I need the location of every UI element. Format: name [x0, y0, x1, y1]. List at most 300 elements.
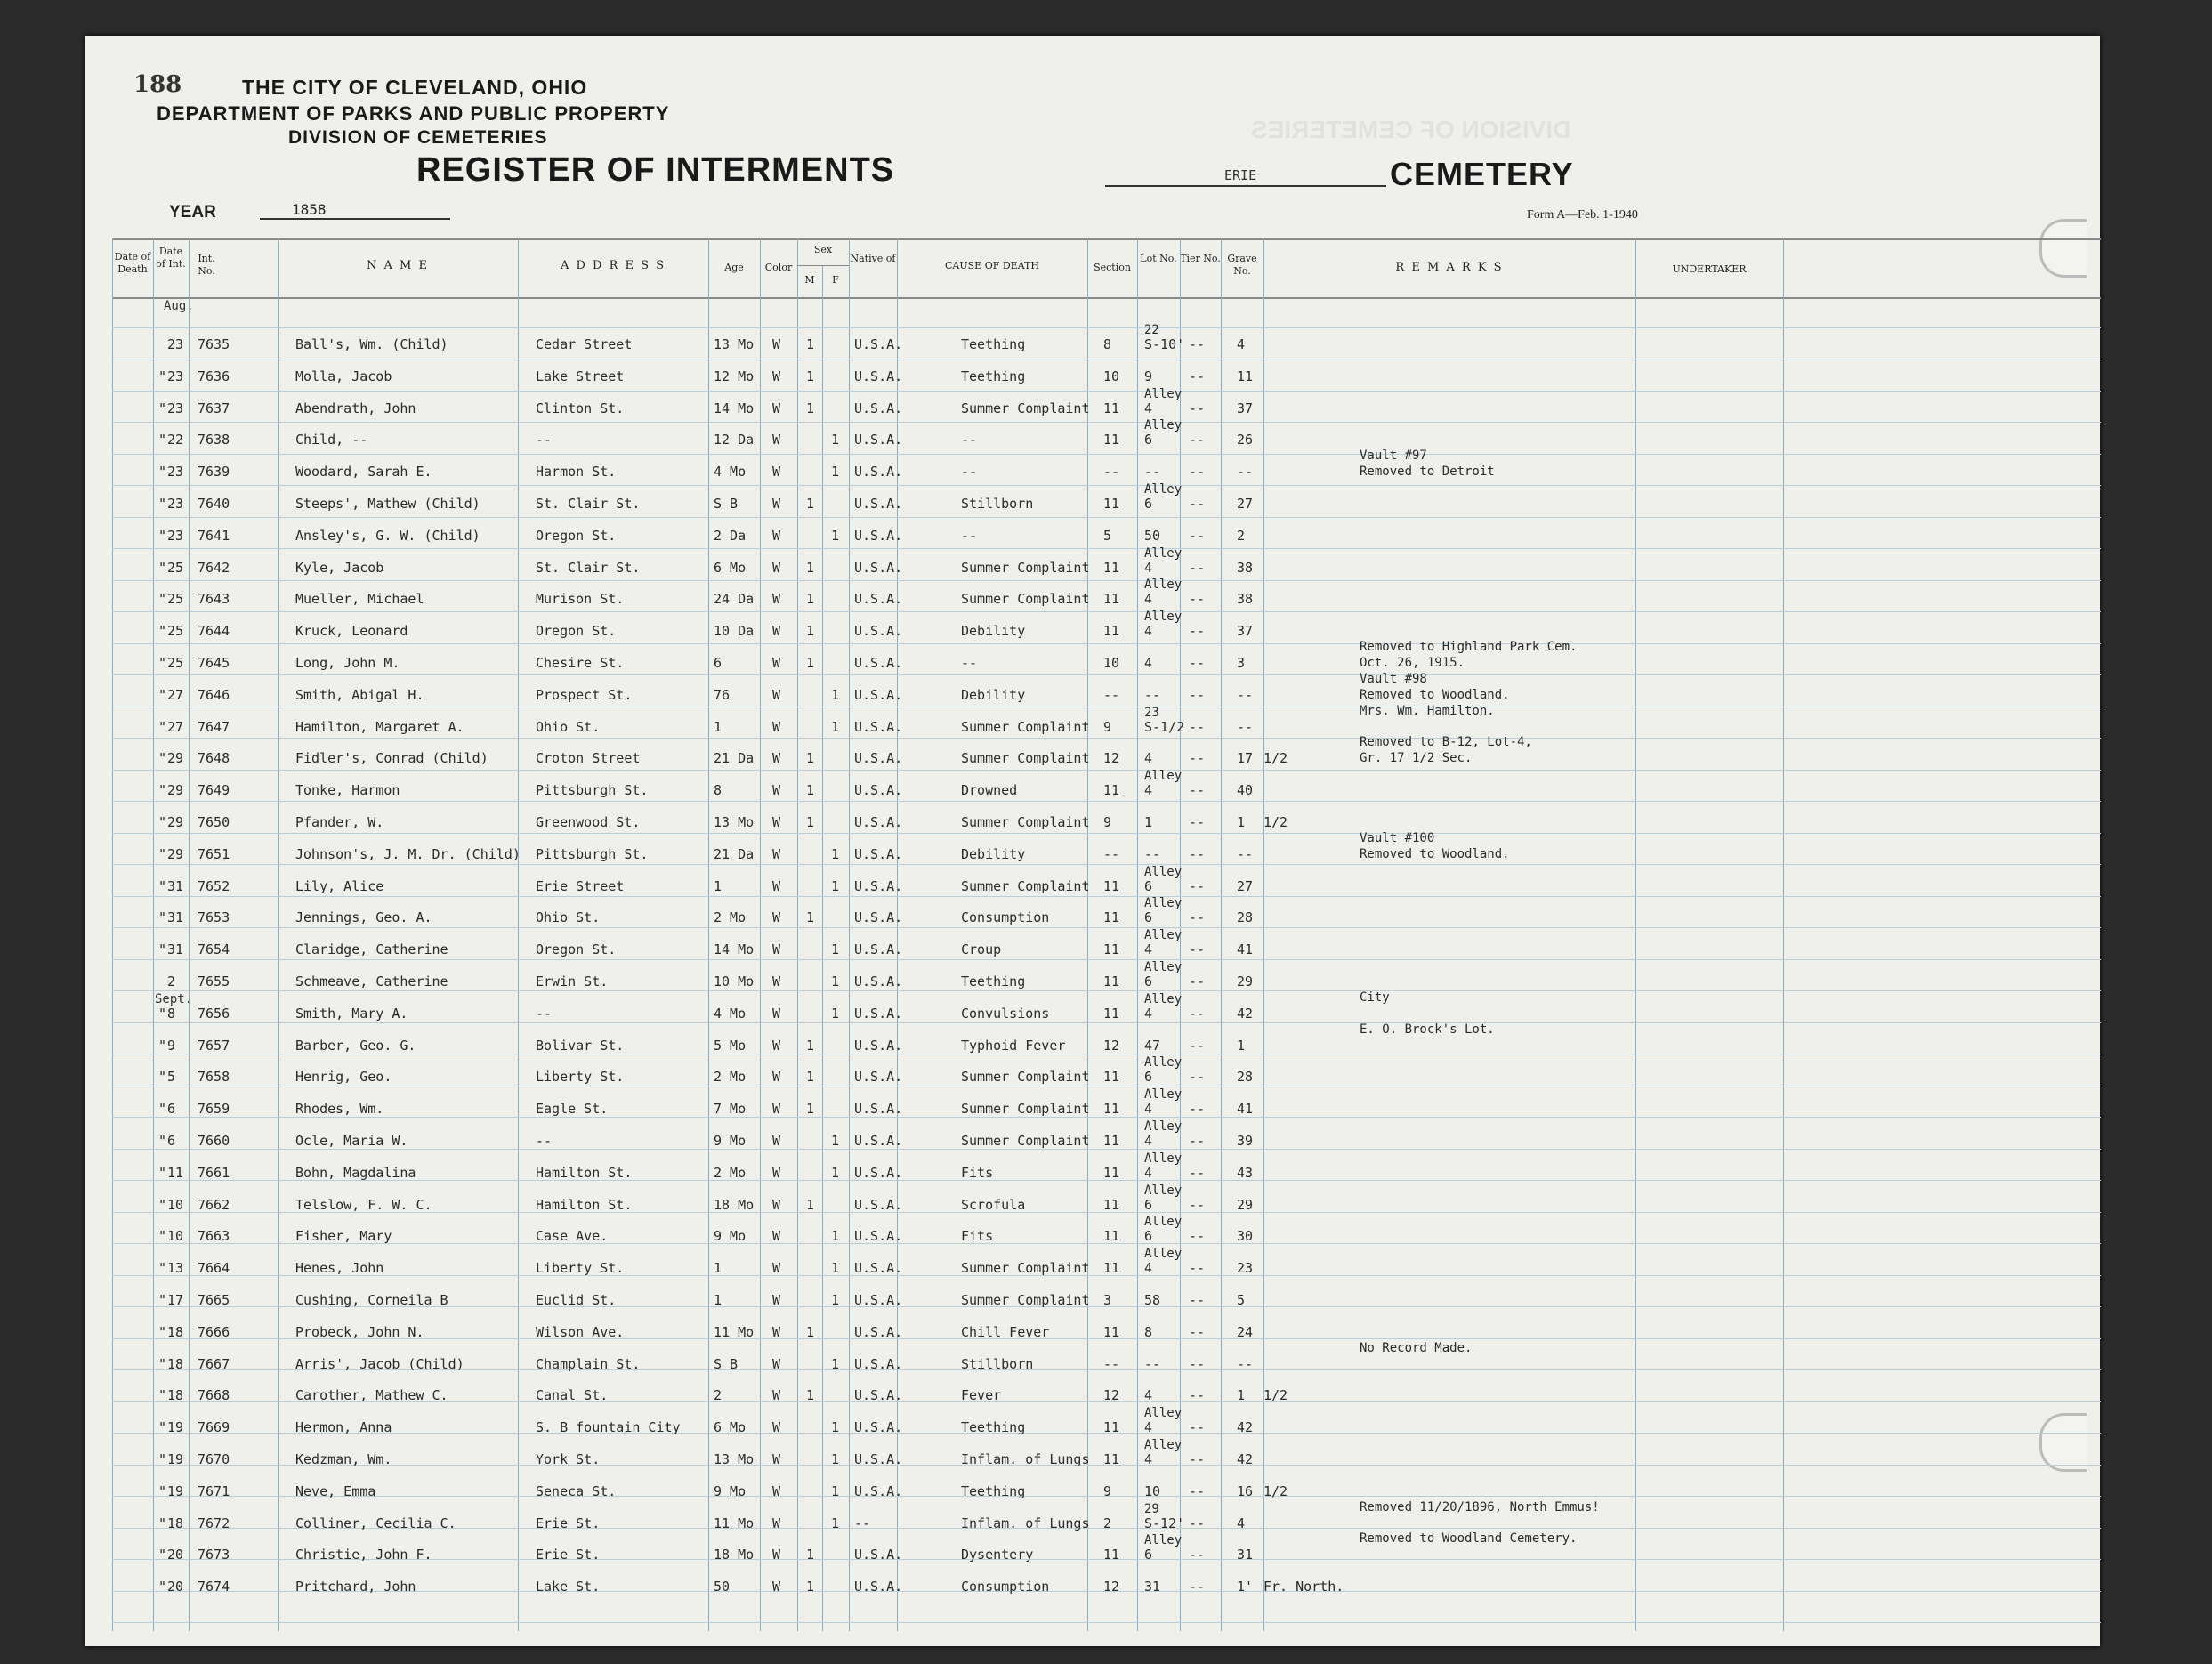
cell-address: Prospect St.	[536, 687, 633, 703]
cell-date-of-int: 19	[167, 1483, 184, 1499]
column-rule	[708, 238, 709, 1631]
cell-cause-of-death: Summer Complaint	[961, 719, 1090, 735]
cell-section: 12	[1103, 1387, 1120, 1403]
cell-section: 11	[1103, 782, 1120, 798]
cell-tier-no: --	[1189, 560, 1206, 576]
cell-lot-no: --	[1144, 464, 1161, 480]
cell-sex-m: 1	[806, 1387, 815, 1403]
cell-tier-no: --	[1189, 1228, 1206, 1244]
column-rule	[518, 238, 519, 1631]
cell-native-of: U.S.A.	[854, 591, 903, 607]
cell-age: 24 Da	[714, 591, 755, 607]
cell-lot-no: 4	[1144, 1133, 1153, 1149]
cell-section: 9	[1103, 814, 1112, 830]
cell-lot-no: 6	[1144, 1069, 1153, 1085]
col-lot-no: Lot No.	[1140, 253, 1177, 264]
col-remarks: R E M A R K S	[1395, 261, 1504, 274]
cell-int-no: 7659	[198, 1101, 230, 1117]
cell-lot-no: 4	[1144, 591, 1153, 607]
cell-age: 2 Mo	[714, 1165, 747, 1181]
cell-address: Clinton St.	[536, 400, 625, 416]
cell-int-no: 7671	[198, 1483, 230, 1499]
ruled-line	[112, 611, 2101, 612]
cell-native-of: U.S.A.	[854, 1165, 903, 1181]
cemetery-name: ERIE	[1224, 167, 1257, 183]
cell-date-of-int: 22	[167, 432, 184, 448]
column-rule	[1087, 238, 1088, 1631]
cell-lot-top: Alley	[1144, 418, 1183, 432]
cell-date-of-int: 18	[167, 1356, 184, 1372]
cell-age: 6 Mo	[714, 560, 747, 576]
cell-lot-no: S-1/2	[1144, 719, 1185, 735]
cell-int-no: 7637	[198, 400, 230, 416]
cell-native-of: U.S.A.	[854, 1324, 903, 1340]
city-heading: THE CITY OF CLEVELAND, OHIO	[242, 76, 588, 99]
cell-cause-of-death: Summer Complaint	[961, 560, 1090, 576]
cell-date-ditto: "	[158, 687, 167, 703]
cell-name: Hermon, Anna	[295, 1419, 392, 1435]
cell-address: Pittsburgh St.	[536, 846, 649, 862]
cell-color: W	[772, 1133, 781, 1149]
cell-sex-m: 1	[806, 814, 815, 830]
cell-name: Kedzman, Wm.	[295, 1451, 392, 1467]
cell-date-ditto: "	[158, 1483, 167, 1499]
cell-sex-m: 1	[806, 560, 815, 576]
cell-cause-of-death: --	[961, 464, 978, 480]
cell-tier-no: --	[1189, 432, 1206, 448]
year-label: YEAR	[169, 203, 216, 222]
cell-lot-no: 6	[1144, 909, 1153, 925]
cell-section: 11	[1103, 591, 1120, 607]
cell-name: Rhodes, Wm.	[295, 1101, 384, 1117]
cell-grave-no: --	[1237, 1356, 1254, 1372]
cell-cause-of-death: Dysentery	[961, 1547, 1034, 1563]
cell-name: Probeck, John N.	[295, 1324, 424, 1340]
cell-section: 11	[1103, 1069, 1120, 1085]
cell-sex-m: 1	[806, 1579, 815, 1595]
cell-address: Ohio St.	[536, 909, 601, 925]
cell-lot-top: Alley	[1144, 546, 1183, 561]
cell-int-no: 7663	[198, 1228, 230, 1244]
cell-date-of-int: 19	[167, 1451, 184, 1467]
cell-date-of-int: 10	[167, 1197, 184, 1213]
cell-name: Henes, John	[295, 1260, 384, 1276]
cell-date-of-int: 18	[167, 1515, 184, 1531]
cell-int-no: 7648	[198, 750, 230, 766]
cell-date-ditto: "	[158, 1356, 167, 1372]
cell-grave-extra: 1/2	[1263, 1483, 1288, 1499]
cell-date-ditto: "	[158, 1451, 167, 1467]
register-title: REGISTER OF INTERMENTS	[416, 151, 895, 189]
cell-address: Erwin St.	[536, 973, 609, 990]
cell-date-ditto: "	[158, 782, 167, 798]
cell-color: W	[772, 400, 781, 416]
cell-grave-no: 28	[1237, 1069, 1254, 1085]
cell-age: 6	[714, 655, 723, 671]
cell-age: 5 Mo	[714, 1038, 747, 1054]
cell-lot-no: 6	[1144, 1197, 1153, 1213]
cell-address: Wilson Ave.	[536, 1324, 625, 1340]
ruled-line	[112, 896, 2101, 897]
cell-color: W	[772, 1324, 781, 1340]
cell-lot-top: Alley	[1144, 960, 1183, 974]
cell-sex-m: 1	[806, 1038, 815, 1054]
cell-name: Telslow, F. W. C.	[295, 1197, 432, 1213]
cell-int-no: 7674	[198, 1579, 230, 1595]
cell-native-of: U.S.A.	[854, 432, 903, 448]
cell-native-of: U.S.A.	[854, 1579, 903, 1595]
cell-cause-of-death: Teething	[961, 1483, 1026, 1499]
cell-date-of-int: 5	[167, 1069, 176, 1085]
cell-address: Pittsburgh St.	[536, 782, 649, 798]
cell-section: 10	[1103, 368, 1120, 384]
cell-lot-top: Alley	[1144, 1247, 1183, 1261]
col-grave-no: Grave No.	[1227, 253, 1257, 277]
cell-address: Oregon St.	[536, 528, 617, 544]
cell-age: 18 Mo	[714, 1547, 755, 1563]
cell-color: W	[772, 941, 781, 957]
cell-name: Fisher, Mary	[295, 1228, 392, 1244]
cell-color: W	[772, 1483, 781, 1499]
cell-sex-f: 1	[831, 528, 840, 544]
cell-section: 11	[1103, 432, 1120, 448]
cell-lot-top: Alley	[1144, 1406, 1183, 1420]
cell-lot-no: 50	[1144, 528, 1161, 544]
cell-grave-no: 40	[1237, 782, 1254, 798]
cell-age: 9 Mo	[714, 1228, 747, 1244]
cell-native-of: U.S.A.	[854, 687, 903, 703]
cell-color: W	[772, 1038, 781, 1054]
cell-date-of-int: 20	[167, 1579, 184, 1595]
cell-native-of: U.S.A.	[854, 941, 903, 957]
cell-name: Colliner, Cecilia C.	[295, 1515, 456, 1531]
cell-section: 11	[1103, 1165, 1120, 1181]
cell-color: W	[772, 1579, 781, 1595]
cell-lot-top: Alley	[1144, 769, 1183, 783]
cell-section: 10	[1103, 655, 1120, 671]
cell-grave-no: 24	[1237, 1324, 1254, 1340]
cell-address: Eagle St.	[536, 1101, 609, 1117]
cell-color: W	[772, 496, 781, 512]
cell-int-no: 7646	[198, 687, 230, 703]
cell-int-no: 7654	[198, 941, 230, 957]
cell-date-of-int: 29	[167, 846, 184, 862]
cell-cause-of-death: Stillborn	[961, 1356, 1034, 1372]
cell-native-of: U.S.A.	[854, 1451, 903, 1467]
ruled-line	[112, 548, 2101, 549]
cell-section: 11	[1103, 1419, 1120, 1435]
cell-section: 11	[1103, 560, 1120, 576]
cell-cause-of-death: Summer Complaint	[961, 878, 1090, 894]
cell-lot-no: 31	[1144, 1579, 1161, 1595]
cell-cause-of-death: Drowned	[961, 782, 1018, 798]
cell-color: W	[772, 655, 781, 671]
ruled-line	[112, 1149, 2101, 1150]
cell-address: Case Ave.	[536, 1228, 609, 1244]
cell-tier-no: --	[1189, 973, 1206, 990]
cell-name: Lily, Alice	[295, 878, 384, 894]
cell-age: 1	[714, 719, 723, 735]
cell-section: --	[1103, 687, 1120, 703]
cell-int-no: 7661	[198, 1165, 230, 1181]
bleed-through-heading: DIVISION OF CEMETERIES	[1251, 116, 1571, 143]
sex-subheader-rule	[797, 265, 849, 266]
cell-name: Claridge, Catherine	[295, 941, 448, 957]
column-rule	[153, 238, 154, 1631]
cell-section: 9	[1103, 719, 1112, 735]
cell-name: Molla, Jacob	[295, 368, 392, 384]
cell-section: 11	[1103, 400, 1120, 416]
cell-age: 21 Da	[714, 846, 755, 862]
cell-tier-no: --	[1189, 1165, 1206, 1181]
cell-section: 11	[1103, 973, 1120, 990]
cell-cause-of-death: Stillborn	[961, 496, 1034, 512]
cell-age: 2	[714, 1387, 723, 1403]
cell-tier-no: --	[1189, 528, 1206, 544]
cell-lot-no: 6	[1144, 432, 1153, 448]
cell-age: 13 Mo	[714, 336, 755, 352]
cell-remark: Oct. 26, 1915.	[1360, 656, 1465, 670]
cell-lot-no: 47	[1144, 1038, 1161, 1054]
cell-remark: Removed 11/20/1896, North Emmus!	[1360, 1500, 1600, 1515]
cell-int-no: 7651	[198, 846, 230, 862]
cell-address: --	[536, 1133, 553, 1149]
cell-address: Liberty St.	[536, 1069, 625, 1085]
cell-color: W	[772, 814, 781, 830]
cell-cause-of-death: --	[961, 432, 978, 448]
ruled-line	[112, 927, 2101, 928]
cell-native-of: U.S.A.	[854, 1483, 903, 1499]
cell-name: Bohn, Magdalina	[295, 1165, 416, 1181]
cell-int-no: 7652	[198, 878, 230, 894]
cell-address: Chesire St.	[536, 655, 625, 671]
ruled-line	[112, 391, 2101, 392]
cell-cause-of-death: Summer Complaint	[961, 1260, 1090, 1276]
cell-sex-f: 1	[831, 687, 840, 703]
cell-section: --	[1103, 464, 1120, 480]
cell-grave-no: 42	[1237, 1419, 1254, 1435]
cell-native-of: U.S.A.	[854, 1547, 903, 1563]
cell-date-of-int: 18	[167, 1387, 184, 1403]
cell-lot-no: S-10'	[1144, 336, 1185, 352]
cell-section: 9	[1103, 1483, 1112, 1499]
cell-int-no: 7657	[198, 1038, 230, 1054]
cell-age: 12 Mo	[714, 368, 755, 384]
cell-date-ditto: "	[158, 496, 167, 512]
cell-tier-no: --	[1189, 1260, 1206, 1276]
cell-tier-no: --	[1189, 591, 1206, 607]
cell-date-of-int: 13	[167, 1260, 184, 1276]
cell-lot-no: S-12'	[1144, 1515, 1185, 1531]
cell-sex-m: 1	[806, 1197, 815, 1213]
cell-cause-of-death: --	[961, 655, 978, 671]
cell-name: Smith, Abigal H.	[295, 687, 424, 703]
cell-address: Lake St.	[536, 1579, 601, 1595]
cell-tier-no: --	[1189, 1133, 1206, 1149]
cell-name: Fidler's, Conrad (Child)	[295, 750, 488, 766]
page-number: 188	[133, 71, 182, 98]
cell-name: Mueller, Michael	[295, 591, 424, 607]
cell-date-ditto: "	[158, 1419, 167, 1435]
cell-section: 11	[1103, 623, 1120, 639]
cell-native-of: U.S.A.	[854, 719, 903, 735]
cell-sex-m: 1	[806, 496, 815, 512]
cell-lot-no: 4	[1144, 1451, 1153, 1467]
cell-lot-top: Alley	[1144, 1438, 1183, 1452]
cell-lot-top: Alley	[1144, 1055, 1183, 1070]
cell-address: Erie Street	[536, 878, 625, 894]
cell-remark: Vault #100	[1360, 831, 1435, 845]
cell-grave-no: 1	[1237, 1038, 1246, 1054]
cell-native-of: U.S.A.	[854, 814, 903, 830]
cell-remark: Mrs. Wm. Hamilton.	[1360, 704, 1495, 718]
cell-int-no: 7670	[198, 1451, 230, 1467]
cell-tier-no: --	[1189, 336, 1206, 352]
col-section: Section	[1094, 262, 1131, 273]
cell-color: W	[772, 719, 781, 735]
cell-native-of: U.S.A.	[854, 1419, 903, 1435]
cell-int-no: 7662	[198, 1197, 230, 1213]
cell-int-no: 7664	[198, 1260, 230, 1276]
cell-lot-no: 6	[1144, 1228, 1153, 1244]
cell-lot-top: Alley	[1144, 896, 1183, 910]
cell-date-of-int: 23	[167, 368, 184, 384]
cell-remark: Removed to Detroit	[1360, 464, 1495, 479]
cell-native-of: U.S.A.	[854, 336, 903, 352]
cell-int-no: 7649	[198, 782, 230, 798]
cell-sex-m: 1	[806, 909, 815, 925]
cell-int-no: 7658	[198, 1069, 230, 1085]
cell-grave-no: 28	[1237, 909, 1254, 925]
cell-lot-top: Alley	[1144, 992, 1183, 1006]
cell-lot-top: Alley	[1144, 1151, 1183, 1166]
cell-int-no: 7636	[198, 368, 230, 384]
cell-date-of-int: 8	[167, 1006, 176, 1022]
cell-grave-extra: 1/2	[1263, 1387, 1288, 1403]
cell-name: Ocle, Maria W.	[295, 1133, 408, 1149]
cell-address: Seneca St.	[536, 1483, 617, 1499]
cell-date-of-int: 20	[167, 1547, 184, 1563]
cell-address: Oregon St.	[536, 941, 617, 957]
cell-sex-f: 1	[831, 1292, 840, 1308]
cell-date-ditto: "	[158, 1101, 167, 1117]
cell-sex-f: 1	[831, 1165, 840, 1181]
cell-cause-of-death: Fits	[961, 1165, 994, 1181]
cell-grave-no: 1'	[1237, 1579, 1254, 1595]
cell-name: Ansley's, G. W. (Child)	[295, 528, 480, 544]
cell-int-no: 7644	[198, 623, 230, 639]
cell-address: S. B fountain City	[536, 1419, 681, 1435]
ruled-line	[112, 674, 2101, 675]
cell-lot-top: Alley	[1144, 1183, 1183, 1198]
cell-tier-no: --	[1189, 1101, 1206, 1117]
cell-address: Erie St.	[536, 1547, 601, 1563]
ruled-line	[112, 643, 2101, 644]
cell-color: W	[772, 1228, 781, 1244]
cell-cause-of-death: Croup	[961, 941, 1002, 957]
cell-name: Johnson's, J. M. Dr. (Child)	[295, 846, 521, 862]
cell-cause-of-death: Debility	[961, 623, 1026, 639]
cell-date-ditto: "	[158, 432, 167, 448]
cell-color: W	[772, 1069, 781, 1085]
ruled-line	[112, 517, 2101, 518]
cell-name: Woodard, Sarah E.	[295, 464, 432, 480]
cell-lot-no: 6	[1144, 973, 1153, 990]
cell-color: W	[772, 1419, 781, 1435]
cell-cause-of-death: Summer Complaint	[961, 1069, 1090, 1085]
cell-tier-no: --	[1189, 1419, 1206, 1435]
cell-color: W	[772, 846, 781, 862]
col-sex-f: F	[832, 274, 839, 286]
cell-native-of: --	[854, 1515, 871, 1531]
cell-native-of: U.S.A.	[854, 1133, 903, 1149]
cell-remark: Removed to B-12, Lot-4,	[1360, 735, 1532, 749]
cell-date-ditto: "	[158, 1547, 167, 1563]
cell-grave-no: 27	[1237, 496, 1254, 512]
cell-lot-no: 4	[1144, 655, 1153, 671]
cell-color: W	[772, 1387, 781, 1403]
cell-name: Neve, Emma	[295, 1483, 376, 1499]
cell-native-of: U.S.A.	[854, 1069, 903, 1085]
col-sex-m: M	[804, 274, 815, 286]
cell-cause-of-death: Summer Complaint	[961, 814, 1090, 830]
cell-color: W	[772, 1356, 781, 1372]
cell-cause-of-death: Consumption	[961, 1579, 1050, 1595]
cell-lot-top: 22	[1144, 323, 1159, 337]
cell-native-of: U.S.A.	[854, 973, 903, 990]
cell-date-of-int: 23	[167, 400, 184, 416]
cell-age: 9 Mo	[714, 1133, 747, 1149]
column-rule	[278, 238, 279, 1631]
cell-name: Henrig, Geo.	[295, 1069, 392, 1085]
cell-color: W	[772, 1006, 781, 1022]
cell-native-of: U.S.A.	[854, 400, 903, 416]
cell-native-of: U.S.A.	[854, 655, 903, 671]
cell-date-of-int: 2	[167, 973, 176, 990]
cell-tier-no: --	[1189, 687, 1206, 703]
cell-lot-top: Alley	[1144, 387, 1183, 401]
ruled-line	[112, 454, 2101, 455]
cell-date-of-int: 25	[167, 560, 184, 576]
cell-color: W	[772, 591, 781, 607]
cell-int-no: 7655	[198, 973, 230, 990]
cell-sex-f: 1	[831, 1260, 840, 1276]
cell-address: Erie St.	[536, 1515, 601, 1531]
col-tier-no: Tier No.	[1180, 253, 1221, 264]
cell-int-no: 7645	[198, 655, 230, 671]
cell-age: S B	[714, 1356, 739, 1372]
cell-date-of-int: 31	[167, 941, 184, 957]
cell-date-of-int: 23	[167, 464, 184, 480]
cell-tier-no: --	[1189, 496, 1206, 512]
cell-grave-extra: 1/2	[1263, 814, 1288, 830]
cell-section: --	[1103, 1356, 1120, 1372]
col-date-of-int: Date of Int.	[156, 246, 186, 270]
cell-name: Long, John M.	[295, 655, 400, 671]
cell-int-no: 7639	[198, 464, 230, 480]
cell-color: W	[772, 560, 781, 576]
cell-lot-top: 29	[1144, 1502, 1159, 1516]
cell-date-of-int: 27	[167, 687, 184, 703]
interments-table	[112, 238, 2101, 1631]
col-address: A D D R E S S	[560, 259, 666, 272]
cell-section: 11	[1103, 1228, 1120, 1244]
cell-date-ditto: "	[158, 528, 167, 544]
cell-grave-no: 3	[1237, 655, 1246, 671]
cell-int-no: 7665	[198, 1292, 230, 1308]
cell-section: 5	[1103, 528, 1112, 544]
cell-age: 4 Mo	[714, 464, 747, 480]
